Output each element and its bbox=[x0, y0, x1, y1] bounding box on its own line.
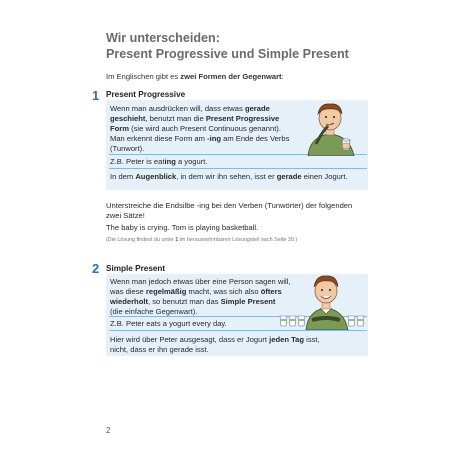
intro-bold: zwei Formen der Gegenwart bbox=[180, 72, 282, 81]
exercise-sentence: The baby is crying. Tom is playing basketball. bbox=[106, 223, 259, 232]
section-1-example: Z.B. Peter is eating a yogurt. bbox=[110, 157, 208, 166]
section-1-number: 1 bbox=[92, 88, 100, 103]
page-title bbox=[106, 30, 349, 62]
exercise-hint: (Die Lösung findest du unter 1 im herausnehmbaren Lösungsteil nach Seite 30.) bbox=[106, 237, 298, 243]
section-2-line-1: Wenn man jedoch etwas über eine Person sagen will, bbox=[110, 277, 291, 286]
section-1-explain: In dem Augenblick, in dem wir ihn sehen, isst er gerade einen Jogurt. bbox=[110, 172, 348, 181]
page-number: 2 bbox=[106, 426, 111, 435]
section-2-divider-2 bbox=[109, 330, 367, 331]
intro-pre: Im Englischen gibt es bbox=[106, 72, 181, 81]
title-line-2: Present Progressive und Simple Present bbox=[106, 47, 349, 61]
boy-with-yogurt-cups-illustration bbox=[276, 272, 366, 330]
section-1-divider-2 bbox=[109, 168, 367, 169]
section-2-explain-2: nicht, dass er ihn gerade isst. bbox=[110, 345, 209, 354]
section-2-example: Z.B. Peter eats a yogurt every day. bbox=[110, 319, 227, 328]
section-2-line-2: was diese regelmäßig macht, was sich also öfters bbox=[110, 287, 282, 296]
section-2-line-4: (die einfache Gegenwart). bbox=[110, 307, 198, 316]
exercise-instruction-1: Unterstreiche die Endsilbe -ing bei den Verben (Tunwörter) der folgenden bbox=[106, 201, 353, 210]
boy-eating-yogurt-illustration bbox=[294, 98, 366, 156]
section-1-line-1: Wenn man ausdrücken will, dass etwas gerade bbox=[110, 104, 270, 113]
section-2-explain-1: Hier wird über Peter ausgesagt, dass er Jogurt jeden Tag isst, bbox=[110, 335, 320, 344]
intro-text bbox=[106, 72, 284, 81]
intro-post: : bbox=[281, 72, 284, 81]
section-1-line-2: geschieht, benutzt man die Present Progressive bbox=[110, 114, 280, 123]
section-2-heading: Simple Present bbox=[106, 264, 166, 273]
title-line-1: Wir unterscheiden: bbox=[106, 31, 220, 45]
section-2-line-3: wiederholt, so benutzt man das Simple Present bbox=[110, 297, 276, 306]
exercise-instruction-2: zwei Sätze! bbox=[106, 211, 145, 220]
section-2-number: 2 bbox=[92, 261, 100, 276]
section-1-line-5: (Tunwort). bbox=[110, 144, 145, 153]
section-1-line-4: Man erkennt diese Form am -ing am Ende des Verbs bbox=[110, 134, 290, 143]
section-1-heading: Present Progressive bbox=[106, 90, 186, 99]
section-1-line-3: Form (sie wird auch Present Continuous genannt). bbox=[110, 124, 281, 133]
